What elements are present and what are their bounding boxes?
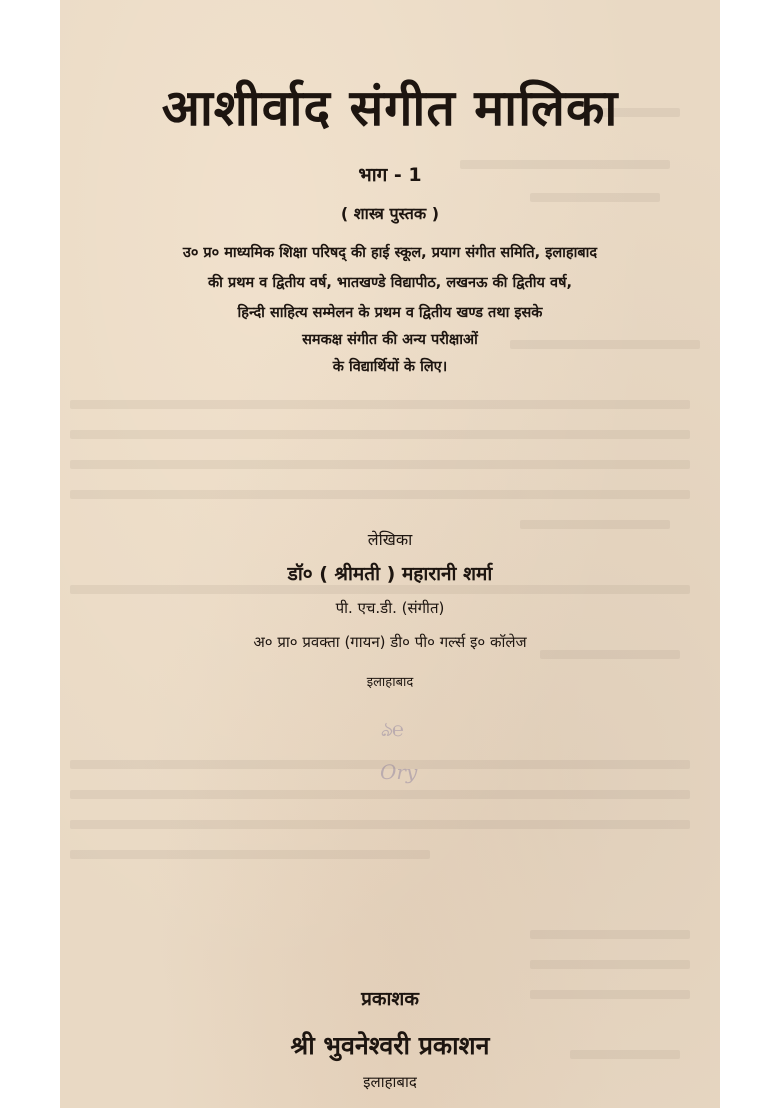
description-line: समकक्ष संगीत की अन्य परीक्षाओं [302,332,478,348]
description-line: की प्रथम व द्वितीय वर्ष, भातखण्डे विद्यापीठ, लखनऊ की द्वितीय वर्ष, [208,275,572,291]
bleed-through-mark [530,193,660,202]
author-degree: पी. एच.डी. (संगीत) [335,599,445,617]
book-title: आशीर्वाद संगीत मालिका [161,79,619,137]
handwritten-mark: Ory [380,760,418,784]
description-line: उ० प्र० माध्यमिक शिक्षा परिषद् की हाई स्कूल, प्रयाग संगीत समिति, इलाहाबाद [182,245,598,261]
bleed-through-mark [70,850,430,859]
publisher-name: श्री भुवनेश्वरी प्रकाशन [290,1031,490,1060]
handwritten-mark: ঌ℮ [380,717,405,741]
author-name: डॉ० ( श्रीमती ) महारानी शर्मा [287,563,493,585]
bleed-through-mark [70,790,690,799]
bleed-through-mark [70,585,690,594]
publisher-city: इलाहाबाद [363,1073,417,1091]
bleed-through-mark [70,400,690,409]
bleed-through-mark [70,820,690,829]
description-line: हिन्दी साहित्य सम्मेलन के प्रथम व द्वितीय खण्ड तथा इसके [237,305,543,321]
book-subtitle: ( शास्त्र पुस्तक ) [340,204,440,223]
author-city: इलाहाबाद [366,675,414,690]
book-part: भाग - 1 [358,164,422,186]
bleed-through-mark [530,960,690,969]
bleed-through-mark [70,460,690,469]
bleed-through-mark [70,490,690,499]
publisher-label: प्रकाशक [361,988,419,1010]
bleed-through-mark [530,930,690,939]
author-label: लेखिका [367,530,413,549]
description-line: के विद्यार्थियों के लिए। [332,359,448,375]
author-post: अ० प्रा० प्रवक्ता (गायन) डी० पी० गर्ल्स इ० कॉलेज [253,633,527,651]
book-title-page [60,0,720,1108]
bleed-through-mark [70,430,690,439]
